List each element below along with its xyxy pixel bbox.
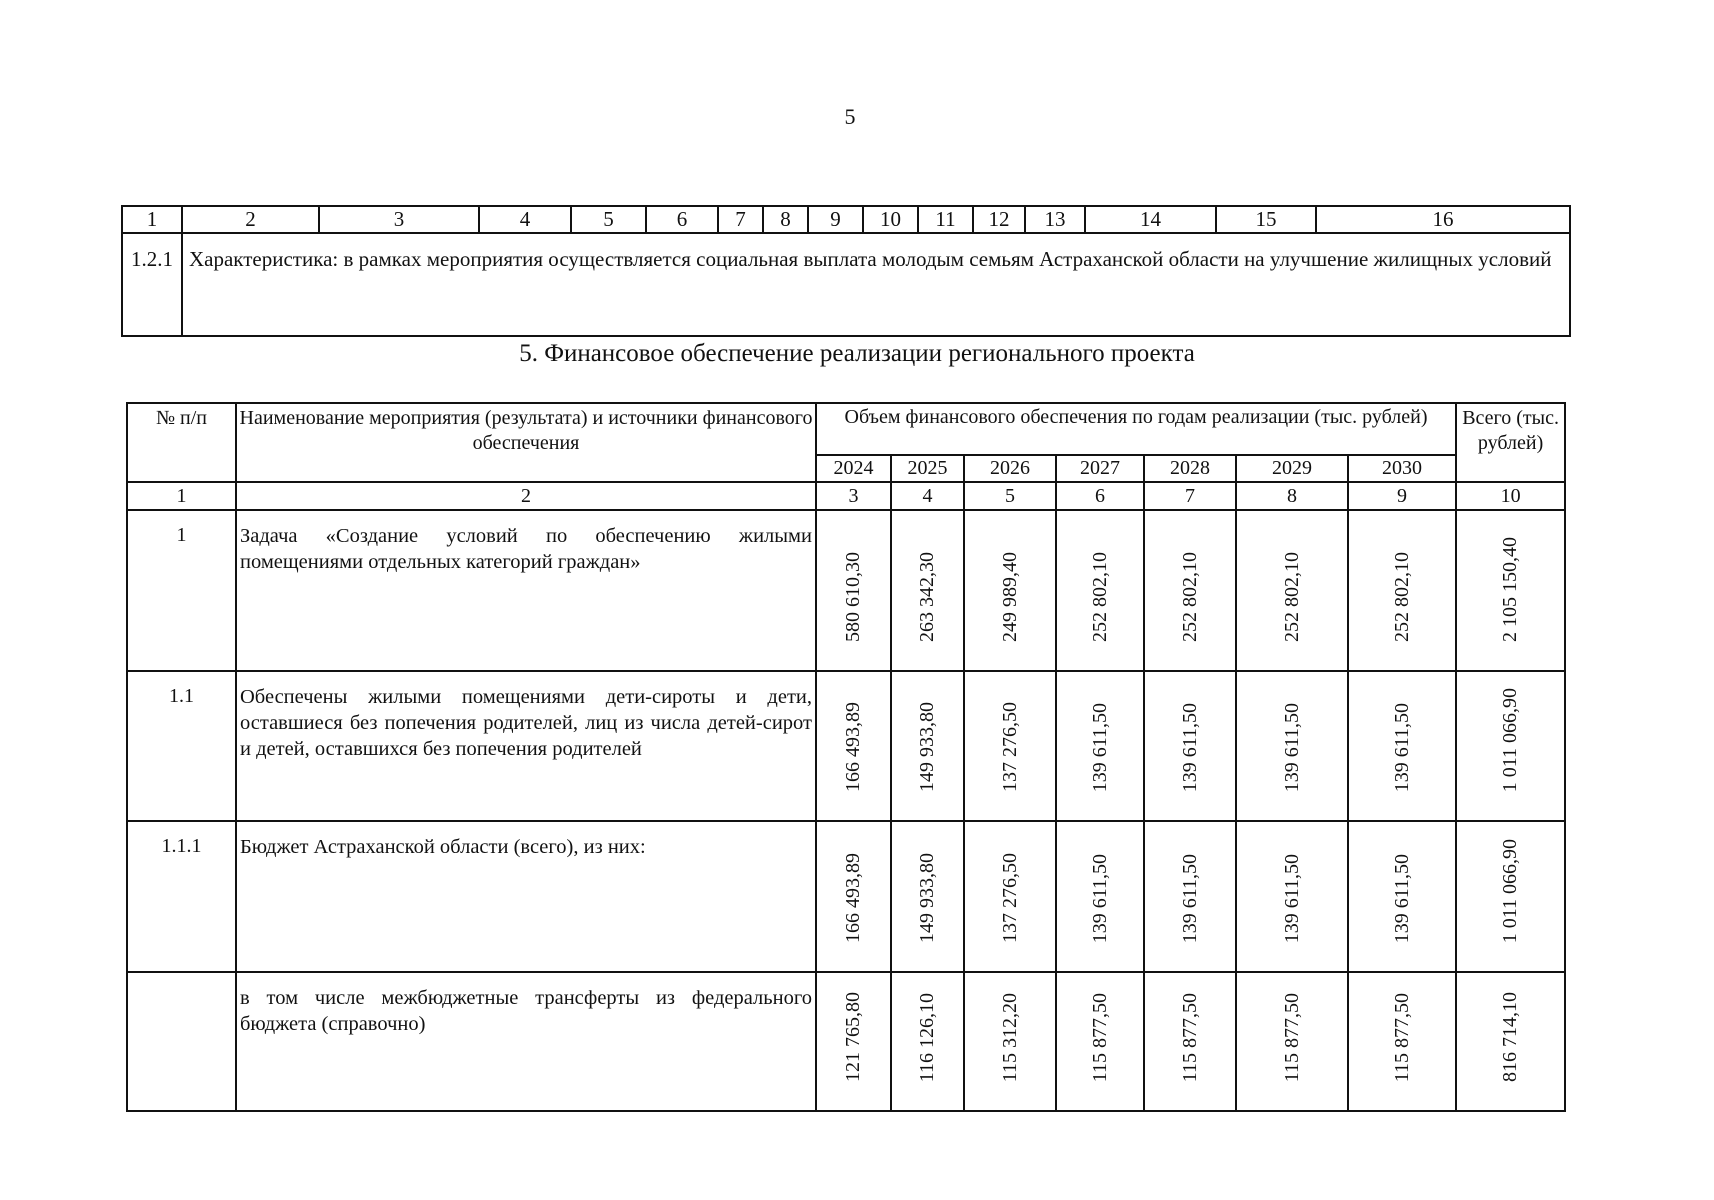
year-value: 116 126,10 — [916, 992, 938, 1082]
year-value: 580 610,30 — [842, 552, 864, 642]
year-value-cell — [964, 821, 1056, 972]
year-value-cell — [1236, 821, 1348, 972]
row-number: 1 — [127, 510, 236, 671]
column-index: 3 — [816, 482, 891, 510]
column-number: 11 — [918, 206, 973, 233]
year-value-cell — [964, 671, 1056, 821]
row-name: Задача «Создание условий по обеспечению жилыми помещениями отдельных категорий граждан» — [236, 510, 816, 671]
year-value: 252 802,10 — [1088, 552, 1111, 642]
column-number: 1 — [122, 206, 182, 233]
column-number: 14 — [1085, 206, 1216, 233]
column-index: 9 — [1348, 482, 1456, 510]
total-value-cell — [1456, 671, 1565, 821]
year-value: 149 933,80 — [916, 702, 938, 792]
year-value: 137 276,50 — [998, 702, 1021, 792]
year-value-cell — [1056, 671, 1144, 821]
year-value-cell — [1236, 972, 1348, 1111]
year-value-cell — [1348, 972, 1456, 1111]
column-index: 8 — [1236, 482, 1348, 510]
year-value: 121 765,80 — [842, 992, 864, 1082]
year-value-cell — [816, 821, 891, 972]
year-value: 139 611,50 — [1280, 853, 1303, 943]
total-value-cell — [1456, 821, 1565, 972]
year-header: 2025 — [891, 455, 964, 482]
year-value: 115 877,50 — [1178, 992, 1201, 1082]
year-header: 2028 — [1144, 455, 1236, 482]
year-value: 115 312,20 — [998, 992, 1021, 1082]
year-value: 149 933,80 — [916, 853, 938, 943]
row-name: Бюджет Астраханской области (всего), из них: — [236, 821, 816, 972]
year-value-cell — [1056, 972, 1144, 1111]
year-value-cell — [891, 821, 964, 972]
column-number-row — [122, 206, 1570, 233]
row-name: Обеспечены жилыми помещениями дети-сироты и дети, оставшиеся без попечения родителей, лиц из числа детей-сирот и детей, оставшихся без попечения родителей — [236, 671, 816, 821]
year-value-cell — [964, 510, 1056, 671]
year-value: 139 611,50 — [1178, 853, 1201, 943]
column-number: 10 — [863, 206, 918, 233]
year-value-cell — [1056, 821, 1144, 972]
column-index: 5 — [964, 482, 1056, 510]
column-index: 7 — [1144, 482, 1236, 510]
total-value: 1 011 066,90 — [1499, 687, 1522, 792]
column-number: 4 — [479, 206, 571, 233]
finance-table-body — [127, 510, 1565, 1111]
year-value-cell — [816, 671, 891, 821]
finance-row — [127, 510, 1565, 671]
year-value: 139 611,50 — [1280, 702, 1303, 792]
year-value-cell — [964, 972, 1056, 1111]
header-row — [127, 403, 1565, 455]
year-value-cell — [1348, 510, 1456, 671]
column-index: 10 — [1456, 482, 1565, 510]
year-header: 2030 — [1348, 455, 1456, 482]
column-number: 5 — [571, 206, 646, 233]
year-value: 166 493,89 — [842, 702, 864, 792]
row-name: в том числе межбюджетные трансферты из федерального бюджета (справочно) — [236, 972, 816, 1111]
year-value-cell — [1144, 671, 1236, 821]
year-value-cell — [891, 510, 964, 671]
year-value: 115 877,50 — [1390, 992, 1413, 1082]
header-number: № п/п — [127, 403, 236, 482]
column-number: 12 — [973, 206, 1025, 233]
year-header: 2027 — [1056, 455, 1144, 482]
column-index: 2 — [236, 482, 816, 510]
row-number: 1.2.1 — [122, 233, 182, 336]
year-header: 2024 — [816, 455, 891, 482]
column-number: 7 — [718, 206, 763, 233]
year-value: 115 877,50 — [1088, 992, 1111, 1082]
column-number: 8 — [763, 206, 808, 233]
year-value-cell — [1236, 510, 1348, 671]
row-number — [127, 972, 236, 1111]
year-value: 263 342,30 — [916, 552, 938, 642]
header-name: Наименование мероприятия (результата) и источники финансового обеспечения — [236, 403, 816, 482]
header-total: Всего (тыс. рублей) — [1456, 403, 1565, 482]
column-number: 15 — [1216, 206, 1316, 233]
finance-row — [127, 671, 1565, 821]
year-value: 139 611,50 — [1390, 702, 1413, 792]
year-value-cell — [816, 510, 891, 671]
column-number: 6 — [646, 206, 718, 233]
total-value: 816 714,10 — [1499, 992, 1522, 1082]
section-title: 5. Финансовое обеспечение реализации регионального проекта — [519, 340, 1195, 367]
column-index: 4 — [891, 482, 964, 510]
year-value: 252 802,10 — [1280, 552, 1303, 642]
year-value: 139 611,50 — [1390, 853, 1413, 943]
column-index: 1 — [127, 482, 236, 510]
year-value-cell — [816, 972, 891, 1111]
year-value: 252 802,10 — [1390, 552, 1413, 642]
year-value-cell — [1236, 671, 1348, 821]
total-value-cell — [1456, 510, 1565, 671]
year-value: 137 276,50 — [998, 853, 1021, 943]
year-value-cell — [1056, 510, 1144, 671]
column-number: 9 — [808, 206, 863, 233]
characteristic-text: Характеристика: в рамках мероприятия осуществляется социальная выплата молодым семьям Астраханской области на улучшение жилищных условий — [182, 233, 1570, 336]
total-value: 1 011 066,90 — [1499, 838, 1522, 943]
column-number: 2 — [182, 206, 319, 233]
year-value: 115 877,50 — [1280, 992, 1303, 1082]
page-number: 5 — [844, 104, 856, 129]
row-number: 1.1.1 — [127, 821, 236, 972]
characteristic-row — [122, 233, 1570, 336]
year-value-cell — [891, 671, 964, 821]
column-index: 6 — [1056, 482, 1144, 510]
year-value-cell — [1348, 671, 1456, 821]
year-value-cell — [1348, 821, 1456, 972]
year-value: 139 611,50 — [1088, 853, 1111, 943]
year-value-cell — [1144, 510, 1236, 671]
column-index-row — [127, 482, 1565, 510]
column-number: 13 — [1025, 206, 1085, 233]
year-header: 2026 — [964, 455, 1056, 482]
year-header: 2029 — [1236, 455, 1348, 482]
total-value-cell — [1456, 972, 1565, 1111]
column-number: 16 — [1316, 206, 1570, 233]
year-value-cell — [1144, 972, 1236, 1111]
total-value: 2 105 150,40 — [1499, 537, 1522, 642]
year-value: 252 802,10 — [1178, 552, 1201, 642]
continuation-table — [121, 205, 1571, 337]
year-value-cell — [891, 972, 964, 1111]
row-number: 1.1 — [127, 671, 236, 821]
finance-row — [127, 972, 1565, 1111]
finance-table — [126, 402, 1566, 1112]
header-volume: Объем финансового обеспечения по годам реализации (тыс. рублей) — [816, 403, 1456, 455]
year-value-cell — [1144, 821, 1236, 972]
column-number: 3 — [319, 206, 479, 233]
year-value: 139 611,50 — [1178, 702, 1201, 792]
year-value: 249 989,40 — [998, 552, 1021, 642]
year-value: 166 493,89 — [842, 853, 864, 943]
finance-row — [127, 821, 1565, 972]
year-value: 139 611,50 — [1088, 702, 1111, 792]
